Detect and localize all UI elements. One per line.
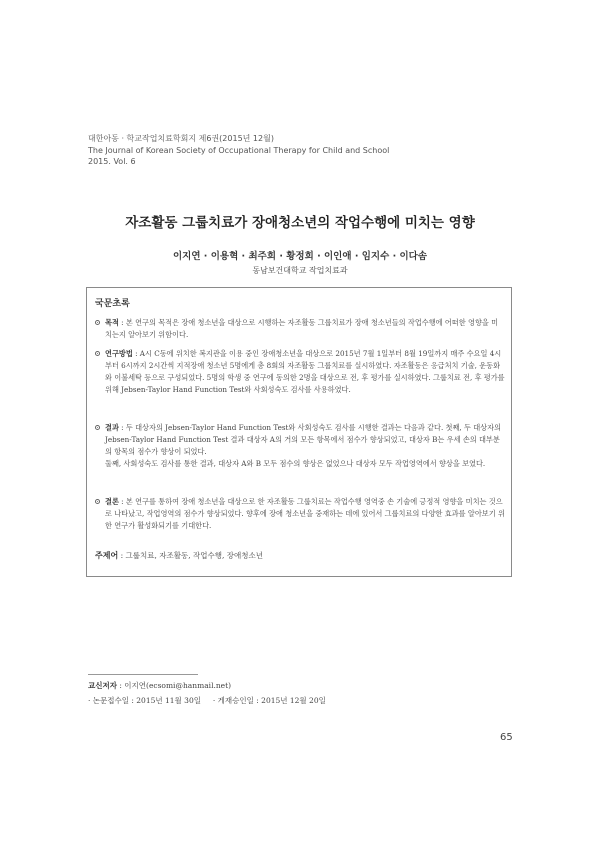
bullet-icon bbox=[95, 320, 100, 325]
footnote-divider bbox=[88, 674, 198, 675]
journal-header bbox=[88, 133, 389, 168]
result-text-1: : 두 대상자의 Jebsen-Taylor Hand Function Test와 사회성숙도 검사를 시행한 결과는 다음과 같다. 첫째, 두 대상자의 Jebsen-Taylor Hand Function Test 결과 대상자 A의 거의 모든 항목에서 점수가 향상되었고, 대상자 B는 우세 손의 대부분의 항목의 점수가 향상이 되었다. bbox=[105, 423, 502, 456]
keywords-label: 주제어 bbox=[95, 551, 119, 560]
abstract-method bbox=[95, 348, 505, 396]
keywords-text: : 그룹치료, 자조활동, 작업수행, 장애청소년 bbox=[118, 551, 263, 560]
corresponding-author bbox=[88, 680, 231, 691]
conclusion-text: : 본 연구를 통하여 장애 청소년을 대상으로 한 자조활동 그룹치료는 작업수행 영역중 손 기술에 긍정적 영향을 미치는 것으로 나타났고, 작업영역의 점수가 향상되었다. 향후에 장애 청소년을 중재하는 데에 있어서 그룹치료의 다양한 효과를 알아보기 위한 연구가 활성화되기를 기대한다. bbox=[105, 497, 505, 530]
method-text: : A시 C동에 위치한 복지관을 이용 중인 장애청소년을 대상으로 2015년 7월 1일부터 8월 19일까지 매주 수요일 4시부터 6시까지 2시간씩 지적장애 청소년 5명에게 총 8회의 자조활동 그룹치료를 실시하였다. 자조활동은 응급처치 기술, 운동화와 이불세탁 등으로 구성되었다. 5명의 학생 중 연구에 동의한 2명을 대상으로 전, 후 평가를 실시하였다. 그룹치료 전, 후 평가를 위해 Jebsen-Taylor Hand Function Test와 사회성숙도 검사를 사용하였다. bbox=[105, 349, 505, 394]
abstract-heading: 국문초록 bbox=[95, 299, 130, 309]
method-label: 연구방법 bbox=[105, 349, 133, 358]
journal-line-korean: 대한아동 · 학교작업치료학회지 제6권(2015년 12월) bbox=[88, 134, 274, 143]
bullet-icon bbox=[95, 425, 100, 430]
purpose-text: : 본 연구의 목적은 장애 청소년을 대상으로 시행하는 자조활동 그룹치료가 장애 청소년들의 작업수행에 어떠한 영향을 미치는지 알아보기 위함이다. bbox=[105, 318, 499, 339]
result-text-2: 둘째, 사회성숙도 검사를 통한 결과, 대상자 A와 B 모두 점수의 향상은 없었으나 대상자 모두 작업영역에서 향상을 보였다. bbox=[105, 459, 486, 468]
abstract-purpose bbox=[95, 317, 505, 341]
purpose-label: 목적 bbox=[105, 318, 119, 327]
abstract-result bbox=[95, 422, 505, 470]
abstract-conclusion bbox=[95, 496, 505, 532]
keywords bbox=[95, 550, 263, 561]
bullet-icon bbox=[95, 351, 100, 356]
abstract-box bbox=[86, 287, 512, 577]
conclusion-label: 결론 bbox=[105, 497, 119, 506]
result-label: 결과 bbox=[105, 423, 119, 432]
paper-title: 자조활동 그룹치료가 장애청소년의 작업수행에 미치는 영향 bbox=[125, 215, 475, 231]
corresponding-label: 교신저자 bbox=[88, 681, 117, 690]
submission-dates: · 논문접수일 : 2015년 11월 30일 · 게재승인일 : 2015년 12월 20일 bbox=[88, 696, 326, 705]
page-number: 65 bbox=[500, 732, 513, 743]
corresponding-email: : 이지연(ecsomi@hanmail.net) bbox=[116, 681, 232, 690]
author-list: 이지연 · 이용혁 · 최주희 · 황정희 · 이인애 · 임지수 · 이다솜 bbox=[172, 251, 428, 262]
bullet-icon bbox=[95, 499, 100, 504]
journal-volume: 2015. Vol. 6 bbox=[88, 157, 136, 166]
affiliation: 동남보건대학교 작업치료과 bbox=[252, 266, 348, 275]
journal-line-english: The Journal of Korean Society of Occupational Therapy for Child and School bbox=[88, 145, 390, 155]
